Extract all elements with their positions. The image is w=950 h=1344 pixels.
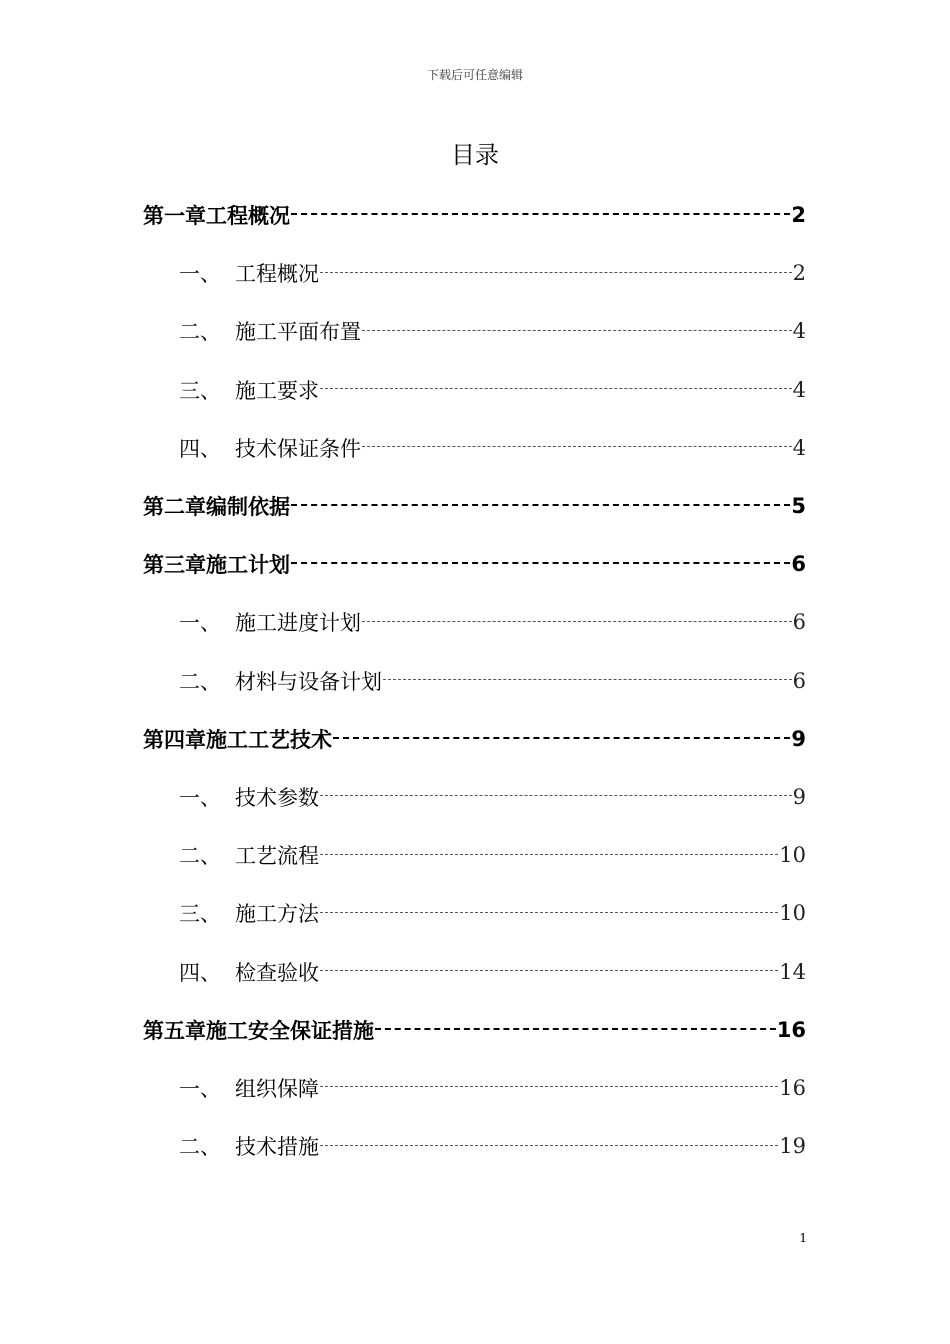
toc-entry-title: 施工进度计划 [235,611,361,636]
header-note: 下载后可任意编辑 [426,68,523,82]
toc-entry-page: 6 [791,552,806,577]
toc-entry-title: 技术措施 [235,1135,319,1160]
toc-dot-leader [362,446,792,447]
toc-entry-title: 第三章施工计划 [143,553,290,578]
toc-dot-leader [362,621,792,622]
toc-entry-page: 16 [776,1017,806,1042]
toc-entry-title: 工程概况 [235,262,319,287]
toc-dot-leader [375,1028,776,1030]
toc-entry-number: 一、 [179,1076,221,1101]
toc-entry-page: 9 [792,784,806,809]
toc-entry-number: 三、 [179,378,221,403]
toc-entry-page: 5 [791,494,806,519]
toc-dot-leader [320,1145,778,1146]
toc-chapter-entry[interactable] [143,535,806,593]
toc-entry-page: 19 [779,1134,806,1159]
toc-entry-title: 技术保证条件 [235,436,361,461]
toc-entry-page: 4 [792,377,806,402]
toc-entry-number: 二、 [179,320,221,345]
toc-dot-leader [320,795,792,796]
page-number: 1 [799,1231,807,1245]
toc-entry-page: 2 [791,203,806,228]
toc-entry-page: 2 [792,261,806,286]
toc-entry-title: 施工要求 [235,378,319,403]
toc-entry-title: 检查验收 [235,960,319,985]
toc-entry-number: 四、 [179,960,221,985]
toc-title: 目录 [451,141,499,169]
toc-dot-leader [320,1086,778,1087]
toc-entry-title: 技术参数 [235,785,319,810]
toc-entry-page: 4 [792,319,806,344]
toc-entry-title: 施工方法 [235,902,319,927]
toc-section-entry[interactable] [143,302,806,360]
toc-entry-number: 二、 [179,844,221,869]
toc-section-entry[interactable] [143,593,806,651]
toc-entry-page: 9 [791,726,806,751]
toc-entry-title: 第一章工程概况 [143,204,290,229]
toc-entry-page: 10 [779,901,806,926]
toc-entry-number: 一、 [179,611,221,636]
toc-entry-title: 施工平面布置 [235,320,361,345]
toc-dot-leader [362,330,792,331]
toc-entry-number: 三、 [179,902,221,927]
toc-entry-page: 14 [779,959,806,984]
toc-section-entry[interactable] [143,419,806,477]
toc-entry-page: 16 [779,1075,806,1100]
toc-entry-title: 第四章施工工艺技术 [143,727,332,752]
toc-dot-leader [291,213,790,215]
toc-section-entry[interactable] [143,1059,806,1117]
toc-chapter-entry[interactable] [143,1001,806,1059]
toc-entry-number: 二、 [179,669,221,694]
toc-chapter-entry[interactable] [143,710,806,768]
toc-section-entry[interactable] [143,768,806,826]
toc-entry-number: 一、 [179,262,221,287]
toc-entry-page: 6 [792,668,806,693]
toc-dot-leader [333,737,790,739]
table-of-contents [143,186,806,1175]
toc-chapter-entry[interactable] [143,477,806,535]
toc-dot-leader [291,504,790,506]
toc-section-entry[interactable] [143,826,806,884]
toc-entry-page: 10 [779,843,806,868]
toc-entry-title: 组织保障 [235,1076,319,1101]
toc-section-entry[interactable] [143,884,806,942]
toc-dot-leader [291,562,790,564]
toc-entry-page: 6 [792,610,806,635]
toc-section-entry[interactable] [143,361,806,419]
toc-section-entry[interactable] [143,1117,806,1175]
toc-dot-leader [320,970,778,971]
toc-dot-leader [383,679,792,680]
toc-dot-leader [320,388,792,389]
toc-entry-title: 第五章施工安全保证措施 [143,1018,374,1043]
toc-entry-title: 第二章编制依据 [143,495,290,520]
toc-section-entry[interactable] [143,942,806,1000]
toc-section-entry[interactable] [143,652,806,710]
toc-dot-leader [320,272,792,273]
toc-entry-page: 4 [792,435,806,460]
toc-dot-leader [320,912,778,913]
toc-chapter-entry[interactable] [143,186,806,244]
toc-entry-number: 二、 [179,1135,221,1160]
toc-section-entry[interactable] [143,244,806,302]
toc-entry-title: 材料与设备计划 [235,669,382,694]
toc-entry-title: 工艺流程 [235,844,319,869]
toc-dot-leader [320,854,778,855]
toc-entry-number: 一、 [179,785,221,810]
toc-entry-number: 四、 [179,436,221,461]
